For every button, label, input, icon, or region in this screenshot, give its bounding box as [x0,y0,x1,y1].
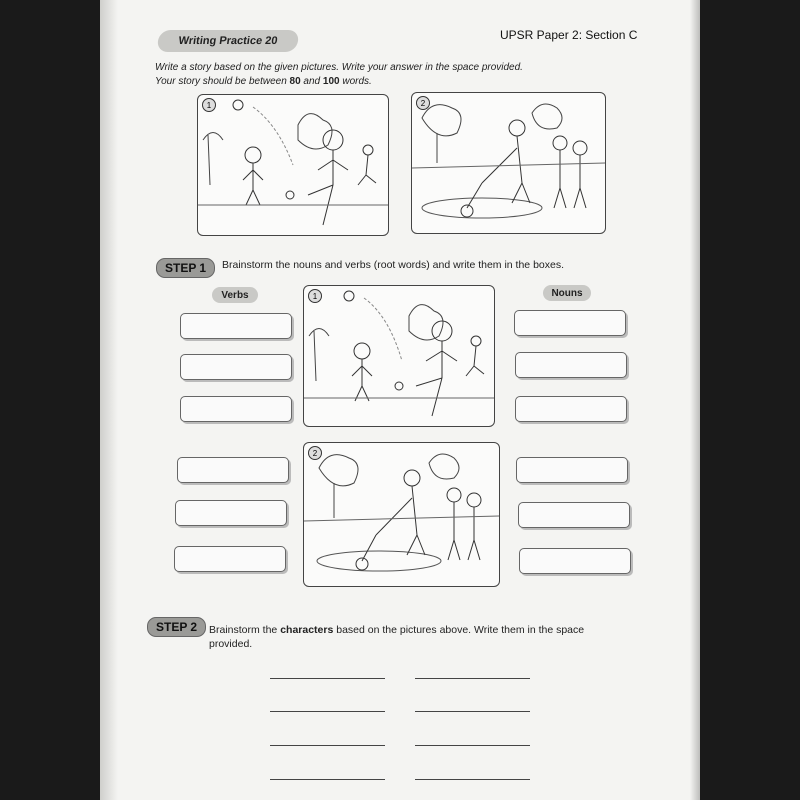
instruction-line-2: Your story should be between 80 and 100 words. [155,76,372,87]
verb-box-6[interactable] [174,546,286,572]
noun-box-4[interactable] [516,457,628,483]
noun-box-3[interactable] [515,396,627,422]
answer-line[interactable] [270,745,385,746]
noun-box-5[interactable] [518,502,630,528]
picture-number-badge: 1 [202,98,216,112]
instruction-line-1: Write a story based on the given pictures. Write your answer in the space provided. [155,62,523,73]
picture-1-top [197,94,389,236]
picture-number-badge: 2 [416,96,430,110]
verb-box-1[interactable] [180,313,292,339]
football-scene-illustration [304,286,494,426]
picture-number-badge: 2 [308,446,322,460]
noun-box-6[interactable] [519,548,631,574]
pond-scene-illustration [304,443,499,586]
step-1-badge: STEP 1 [156,258,215,278]
step-2-badge: STEP 2 [147,617,206,637]
picture-2-top [411,92,606,234]
worksheet-title: Writing Practice 20 [177,35,279,47]
answer-line[interactable] [415,779,530,780]
page-binding-shadow [100,0,118,800]
picture-2-step1 [303,442,500,587]
verb-box-2[interactable] [180,354,292,380]
min-words: 80 [289,76,301,87]
step-2-instruction-line-2: provided. [209,638,253,650]
answer-line[interactable] [270,779,385,780]
page-edge-shadow [690,0,700,800]
max-words: 100 [322,76,340,87]
answer-line[interactable] [415,745,530,746]
worksheet-title-badge [156,30,299,52]
verb-box-4[interactable] [177,457,289,483]
paper-section-label: UPSR Paper 2: Section C [500,28,638,42]
characters-keyword: characters [280,624,334,636]
noun-box-1[interactable] [514,310,626,336]
verb-box-5[interactable] [175,500,287,526]
pond-scene-illustration [412,93,605,233]
step-1-instruction: Brainstorm the nouns and verbs (root words) and write them in the boxes. [222,259,564,271]
answer-line[interactable] [415,678,530,679]
picture-number-badge: 1 [308,289,322,303]
picture-1-step1 [303,285,495,427]
noun-box-2[interactable] [515,352,627,378]
verbs-label: Verbs [212,287,258,303]
step-2-instruction: Brainstorm the characters based on the pictures above. Write them in the space [209,624,585,636]
answer-line[interactable] [270,678,385,679]
answer-line[interactable] [270,711,385,712]
football-scene-illustration [198,95,388,235]
verb-box-3[interactable] [180,396,292,422]
answer-line[interactable] [415,711,530,712]
nouns-label: Nouns [543,285,591,301]
